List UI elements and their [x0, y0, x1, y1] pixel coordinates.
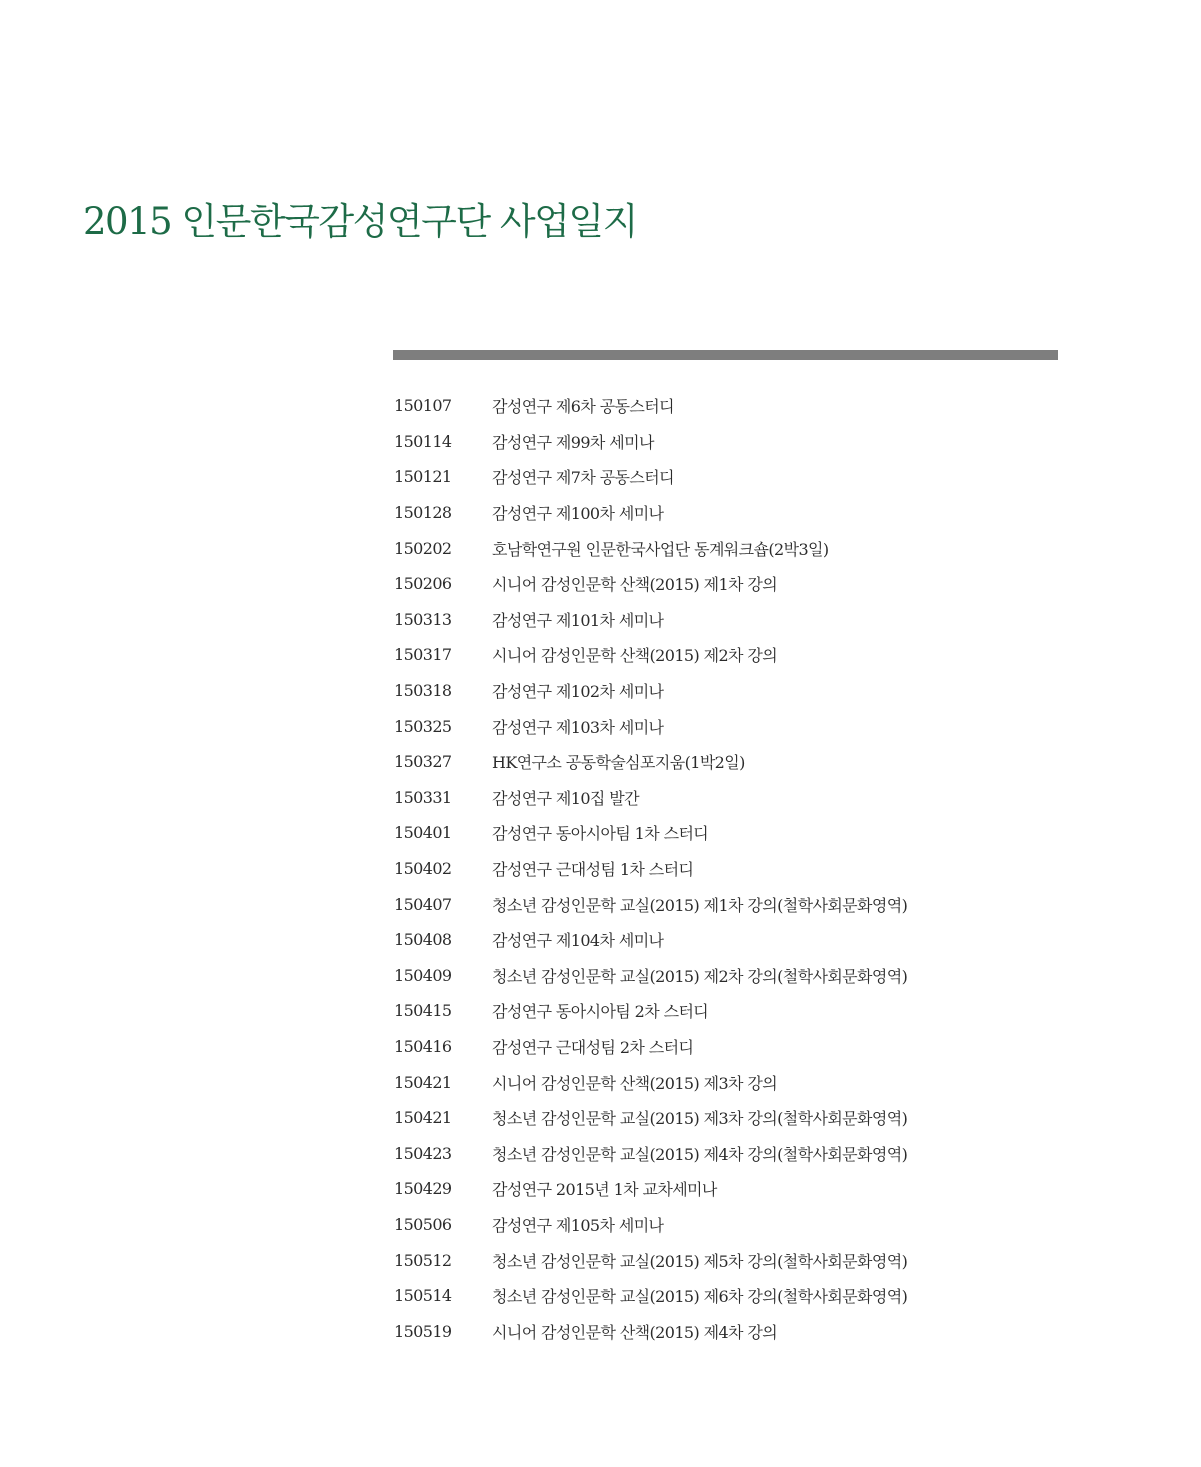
log-entry-date: 150429 — [394, 1179, 452, 1199]
log-entry — [394, 602, 907, 638]
log-entry-description: 감성연구 제102차 세미나 — [492, 682, 664, 702]
log-entry — [394, 1278, 907, 1314]
page-title: 2015 인문한국감성연구단 사업일지 — [83, 200, 637, 243]
log-entry-date: 150415 — [394, 1001, 452, 1021]
log-entry-date: 150206 — [394, 574, 452, 594]
log-entry-description: 청소년 감성인문학 교실(2015) 제1차 강의(철학사회문화영역) — [492, 895, 908, 915]
log-entry-date: 150421 — [394, 1108, 452, 1128]
log-entry-date: 150202 — [394, 538, 452, 558]
log-entry — [394, 958, 907, 994]
log-entry-description: 감성연구 2015년 1차 교차세미나 — [492, 1180, 717, 1200]
log-entry-description: 청소년 감성인문학 교실(2015) 제5차 강의(철학사회문화영역) — [492, 1251, 908, 1271]
log-entry — [394, 851, 907, 887]
log-entry-date: 150107 — [394, 396, 452, 416]
log-entry — [394, 637, 907, 673]
log-entry — [394, 1135, 907, 1171]
log-entry-description: 감성연구 근대성팀 1차 스터디 — [492, 860, 694, 880]
log-entry-date: 150402 — [394, 859, 452, 879]
log-entry-date: 150423 — [394, 1143, 452, 1163]
log-entry — [394, 459, 907, 495]
log-entry-description: 시니어 감성인문학 산책(2015) 제1차 강의 — [492, 575, 778, 595]
log-entry-description: 감성연구 동아시아팀 1차 스터디 — [492, 824, 709, 844]
log-entry — [394, 886, 907, 922]
log-entry — [394, 1313, 907, 1349]
log-entry-date: 150408 — [394, 930, 452, 950]
log-entry — [394, 780, 907, 816]
log-entry-description: 시니어 감성인문학 산책(2015) 제2차 강의 — [492, 646, 778, 666]
log-entry-date: 150331 — [394, 787, 452, 807]
log-entry — [394, 922, 907, 958]
log-entry-date: 150121 — [394, 467, 452, 487]
log-entry-description: 감성연구 제100차 세미나 — [492, 504, 664, 524]
log-entry — [394, 1207, 907, 1243]
log-entry — [394, 673, 907, 709]
log-entry-description: 감성연구 제6차 공동스터디 — [492, 397, 674, 417]
log-entry-date: 150318 — [394, 681, 452, 701]
log-entry-date: 150327 — [394, 752, 452, 772]
log-entry-date: 150514 — [394, 1286, 452, 1306]
log-entry — [394, 708, 907, 744]
log-entry-description: 청소년 감성인문학 교실(2015) 제4차 강의(철학사회문화영역) — [492, 1144, 908, 1164]
log-entry-description: HK연구소 공동학술심포지움(1박2일) — [492, 753, 745, 773]
log-entry-description: 시니어 감성인문학 산책(2015) 제3차 강의 — [492, 1073, 778, 1093]
log-entry-description: 시니어 감성인문학 산책(2015) 제4차 강의 — [492, 1322, 778, 1342]
log-entry-date: 150519 — [394, 1321, 452, 1341]
log-entry-description: 감성연구 제7차 공동스터디 — [492, 468, 674, 488]
log-entry-date: 150401 — [394, 823, 452, 843]
log-entry-description: 감성연구 제103차 세미나 — [492, 717, 664, 737]
log-entry-date: 150421 — [394, 1072, 452, 1092]
log-entry — [394, 815, 907, 851]
log-entry — [394, 993, 907, 1029]
log-entry — [394, 566, 907, 602]
log-entry-description: 감성연구 제99차 세미나 — [492, 432, 654, 452]
log-entry-date: 150506 — [394, 1214, 452, 1234]
log-entry-description: 감성연구 동아시아팀 2차 스터디 — [492, 1002, 709, 1022]
log-entry-description: 감성연구 제101차 세미나 — [492, 610, 664, 630]
log-entry-date: 150416 — [394, 1036, 452, 1056]
log-entry — [394, 744, 907, 780]
log-entry-description: 감성연구 근대성팀 2차 스터디 — [492, 1037, 694, 1057]
section-divider — [393, 350, 1058, 360]
log-entry-date: 150407 — [394, 894, 452, 914]
log-entry-date: 150325 — [394, 716, 452, 736]
log-entry-description: 청소년 감성인문학 교실(2015) 제3차 강의(철학사회문화영역) — [492, 1109, 908, 1129]
log-entry — [394, 1242, 907, 1278]
log-entry-date: 150317 — [394, 645, 452, 665]
log-entry-date: 150409 — [394, 965, 452, 985]
log-entry — [394, 1171, 907, 1207]
log-entry-description: 청소년 감성인문학 교실(2015) 제2차 강의(철학사회문화영역) — [492, 966, 908, 986]
log-entry-description: 감성연구 제105차 세미나 — [492, 1215, 664, 1235]
log-entry — [394, 1029, 907, 1065]
log-entry-description: 호남학연구원 인문한국사업단 동계워크숍(2박3일) — [492, 539, 829, 559]
log-entry-description: 청소년 감성인문학 교실(2015) 제6차 강의(철학사회문화영역) — [492, 1287, 908, 1307]
log-entry — [394, 495, 907, 531]
log-entry — [394, 530, 907, 566]
activity-log-list — [394, 388, 907, 1349]
log-entry-date: 150128 — [394, 503, 452, 523]
log-entry-date: 150512 — [394, 1250, 452, 1270]
log-entry-date: 150313 — [394, 609, 452, 629]
log-entry-date: 150114 — [394, 431, 452, 451]
log-entry — [394, 388, 907, 424]
log-entry — [394, 1064, 907, 1100]
log-entry — [394, 424, 907, 460]
log-entry-description: 감성연구 제10집 발간 — [492, 788, 639, 808]
log-entry-description: 감성연구 제104차 세미나 — [492, 931, 664, 951]
log-entry — [394, 1100, 907, 1136]
